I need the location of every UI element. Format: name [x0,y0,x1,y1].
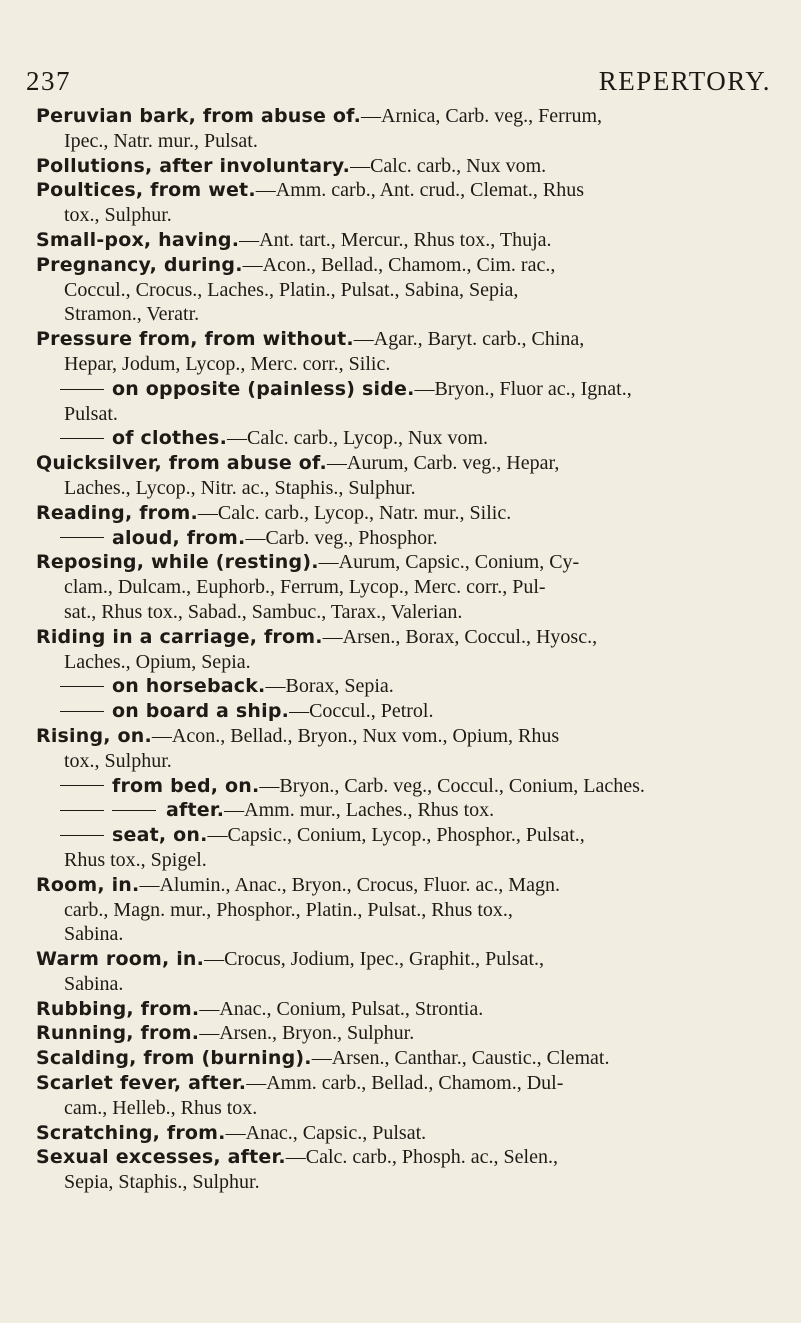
entry-continuation-line: tox., Sulphur. [64,749,172,772]
entry-remedies: —Bryon., Fluor ac., Ignat., [414,377,632,400]
entry-continuation-line: carb., Magn. mur., Phosphor., Platin., Pulsat., Rhus tox., [64,898,513,921]
repertory-entry [36,674,746,699]
entry-remedies: —Carb. veg., Phosphor. [245,526,438,549]
entry-continuation-line: Pulsat. [64,402,118,425]
entry-remedies: —Arnica, Carb. veg., Ferrum, [361,105,603,127]
repertory-entry [36,377,746,427]
entry-first-line [36,426,746,451]
entry-heading: on horseback. [112,675,266,698]
entry-remedies: —Coccul., Petrol. [289,700,434,723]
entry-heading: Pollutions, after involuntary. [36,154,351,177]
ditto-dash [60,810,104,811]
page-header [26,60,771,106]
entry-continuation-line: tox., Sulphur. [64,204,172,227]
entry-continuation-line: sat., Rhus tox., Sabad., Sambuc., Tarax., Valerian. [64,600,463,623]
entry-first-line [36,1071,746,1096]
repertory-entry [36,1145,746,1195]
repertory-entry [36,774,746,799]
entry-remedies: —Calc. carb., Phosph. ac., Selen., [285,1146,558,1169]
entry-heading: Scratching, from. [36,1121,226,1144]
entry-continuation-line: Hepar, Jodum, Lycop., Merc. corr., Silic. [64,352,391,375]
entry-first-line [36,724,746,749]
entry-remedies: —Borax, Sepia. [265,675,394,698]
ditto-dash [112,810,156,811]
entry-heading: Quicksilver, from abuse of. [36,452,327,475]
entry-remedies: —Ant. tart., Mercur., Rhus tox., Thuja. [239,228,552,251]
entry-first-line [36,873,746,898]
entry-first-line [36,625,746,650]
entry-first-line [36,997,746,1022]
repertory-entry [36,1121,746,1146]
entry-first-line [36,674,746,699]
entry-remedies: —Amm. mur., Laches., Rhus tox. [224,799,495,822]
entry-heading: Scarlet fever, after. [36,1072,247,1095]
entry-continuation-line: Coccul., Crocus., Laches., Platin., Pulsat., Sabina, Sepia, [64,278,519,301]
entry-continuation-line: Laches., Lycop., Nitr. ac., Staphis., Sulphur. [64,476,416,499]
entry-first-line [36,178,746,203]
repertory-entries [36,104,746,1195]
entry-heading: Warm room, in. [36,948,205,971]
entry-continuation-line: Sabina. [64,923,124,946]
entry-continuation-line: Rhus tox., Spigel. [64,848,207,871]
ditto-dash [60,389,104,390]
entry-continuation-line: clam., Dulcam., Euphorb., Ferrum, Lycop., Merc. corr., Pul- [64,576,546,599]
entry-heading: on board a ship. [112,700,290,723]
entry-first-line [36,1021,746,1046]
entry-remedies: —Bryon., Carb. veg., Coccul., Conium, Laches. [259,774,645,797]
entry-remedies: —Arsen., Borax, Coccul., Hyosc., [322,625,598,648]
repertory-entry [36,501,746,526]
entry-first-line [36,1121,746,1146]
entry-remedies: —Acon., Bellad., Chamom., Cim. rac., [242,253,556,276]
ditto-dash [60,537,104,538]
ditto-dash [60,785,104,786]
repertory-entry [36,228,746,253]
entry-heading: Room, in. [36,873,140,896]
entry-remedies: —Calc. carb., Lycop., Natr. mur., Silic. [197,501,512,524]
entry-remedies: —Aurum, Carb. veg., Hepar, [326,452,560,475]
entry-heading: Small-pox, having. [36,228,240,251]
entry-heading: Rising, on. [36,724,152,747]
entry-heading: from bed, on. [112,774,260,797]
entry-remedies: —Calc. carb., Nux vom. [350,154,547,177]
entry-heading: Pregnancy, during. [36,253,243,276]
entry-heading: Sexual excesses, after. [36,1146,286,1169]
entry-heading: on opposite (painless) side. [112,377,415,400]
entry-heading: Pressure from, from without. [36,328,354,351]
page-number: 237 [26,66,71,96]
entry-heading: seat, on. [112,824,208,847]
entry-remedies: —Alumin., Anac., Bryon., Crocus, Fluor. ac., Magn. [139,873,560,896]
repertory-entry [36,947,746,997]
entry-first-line [36,699,746,724]
entry-first-line [36,154,746,179]
entry-first-line [36,327,746,352]
entry-first-line [36,823,746,848]
entry-heading: Reading, from. [36,501,198,524]
repertory-entry [36,997,746,1022]
repertory-entry [36,154,746,179]
entry-first-line [36,550,746,575]
entry-heading: aloud, from. [112,526,246,549]
repertory-entry [36,178,746,228]
entry-first-line [36,377,746,402]
entry-remedies: —Amm. carb., Ant. crud., Clemat., Rhus [255,179,585,202]
entry-heading: Riding in a carriage, from. [36,625,323,648]
ditto-dash [60,438,104,439]
entry-first-line [36,451,746,476]
repertory-entry [36,798,746,823]
repertory-entry [36,625,746,675]
repertory-entry [36,1021,746,1046]
entry-continuation-line: Sepia, Staphis., Sulphur. [64,1171,260,1194]
entry-first-line [36,774,746,799]
entry-first-line [36,798,746,823]
entry-continuation-line: Sabina. [64,972,124,995]
entry-first-line [36,501,746,526]
entry-heading: of clothes. [112,427,227,450]
repertory-entry [36,550,746,624]
entry-heading: Running, from. [36,1022,200,1045]
entry-remedies: —Agar., Baryt. carb., China, [353,328,585,351]
ditto-dash [60,686,104,687]
repertory-entry [36,327,746,377]
entry-continuation-line: Ipec., Natr. mur., Pulsat. [64,129,258,152]
entry-heading: Reposing, while (resting). [36,551,319,574]
repertory-entry [36,451,746,501]
repertory-entry [36,526,746,551]
entry-continuation-line: cam., Helleb., Rhus tox. [64,1096,258,1119]
entry-first-line [36,253,746,278]
repertory-entry [36,873,746,947]
repertory-entry [36,1046,746,1071]
running-head: REPERTORY. [598,66,771,96]
entry-remedies: —Arsen., Bryon., Sulphur. [199,1022,415,1045]
entry-heading: Peruvian bark, from abuse of. [36,105,361,127]
repertory-entry [36,699,746,724]
repertory-entry [36,823,746,873]
entry-remedies: —Anac., Capsic., Pulsat. [225,1121,427,1144]
repertory-entry [36,724,746,774]
entry-first-line [36,228,746,253]
entry-first-line [36,1046,746,1071]
entry-heading: Scalding, from (burning). [36,1047,312,1070]
repertory-entry [36,1071,746,1121]
entry-remedies: —Arsen., Canthar., Caustic., Clemat. [311,1047,610,1070]
entry-remedies: —Acon., Bellad., Bryon., Nux vom., Opium, Rhus [151,724,560,747]
entry-remedies: —Anac., Conium, Pulsat., Strontia. [199,997,484,1020]
entry-heading: Poultices, from wet. [36,179,256,202]
entry-remedies: —Capsic., Conium, Lycop., Phosphor., Pulsat., [207,824,585,847]
repertory-entry [36,104,746,154]
entry-first-line [36,1145,746,1170]
entry-heading: Rubbing, from. [36,997,200,1020]
ditto-dash [60,711,104,712]
entry-remedies: —Crocus, Jodium, Ipec., Graphit., Pulsat., [204,948,545,971]
entry-first-line [36,526,746,551]
entry-remedies: —Amm. carb., Bellad., Chamom., Dul- [246,1072,564,1095]
entry-first-line [36,104,746,129]
repertory-entry [36,253,746,327]
entry-heading: after. [166,799,225,822]
entry-first-line [36,947,746,972]
entry-continuation-line: Laches., Opium, Sepia. [64,650,251,673]
entry-remedies: —Calc. carb., Lycop., Nux vom. [227,427,489,450]
ditto-dash [60,835,104,836]
repertory-entry [36,426,746,451]
entry-continuation-line: Stramon., Veratr. [64,303,200,326]
entry-remedies: —Aurum, Capsic., Conium, Cy- [318,551,580,574]
